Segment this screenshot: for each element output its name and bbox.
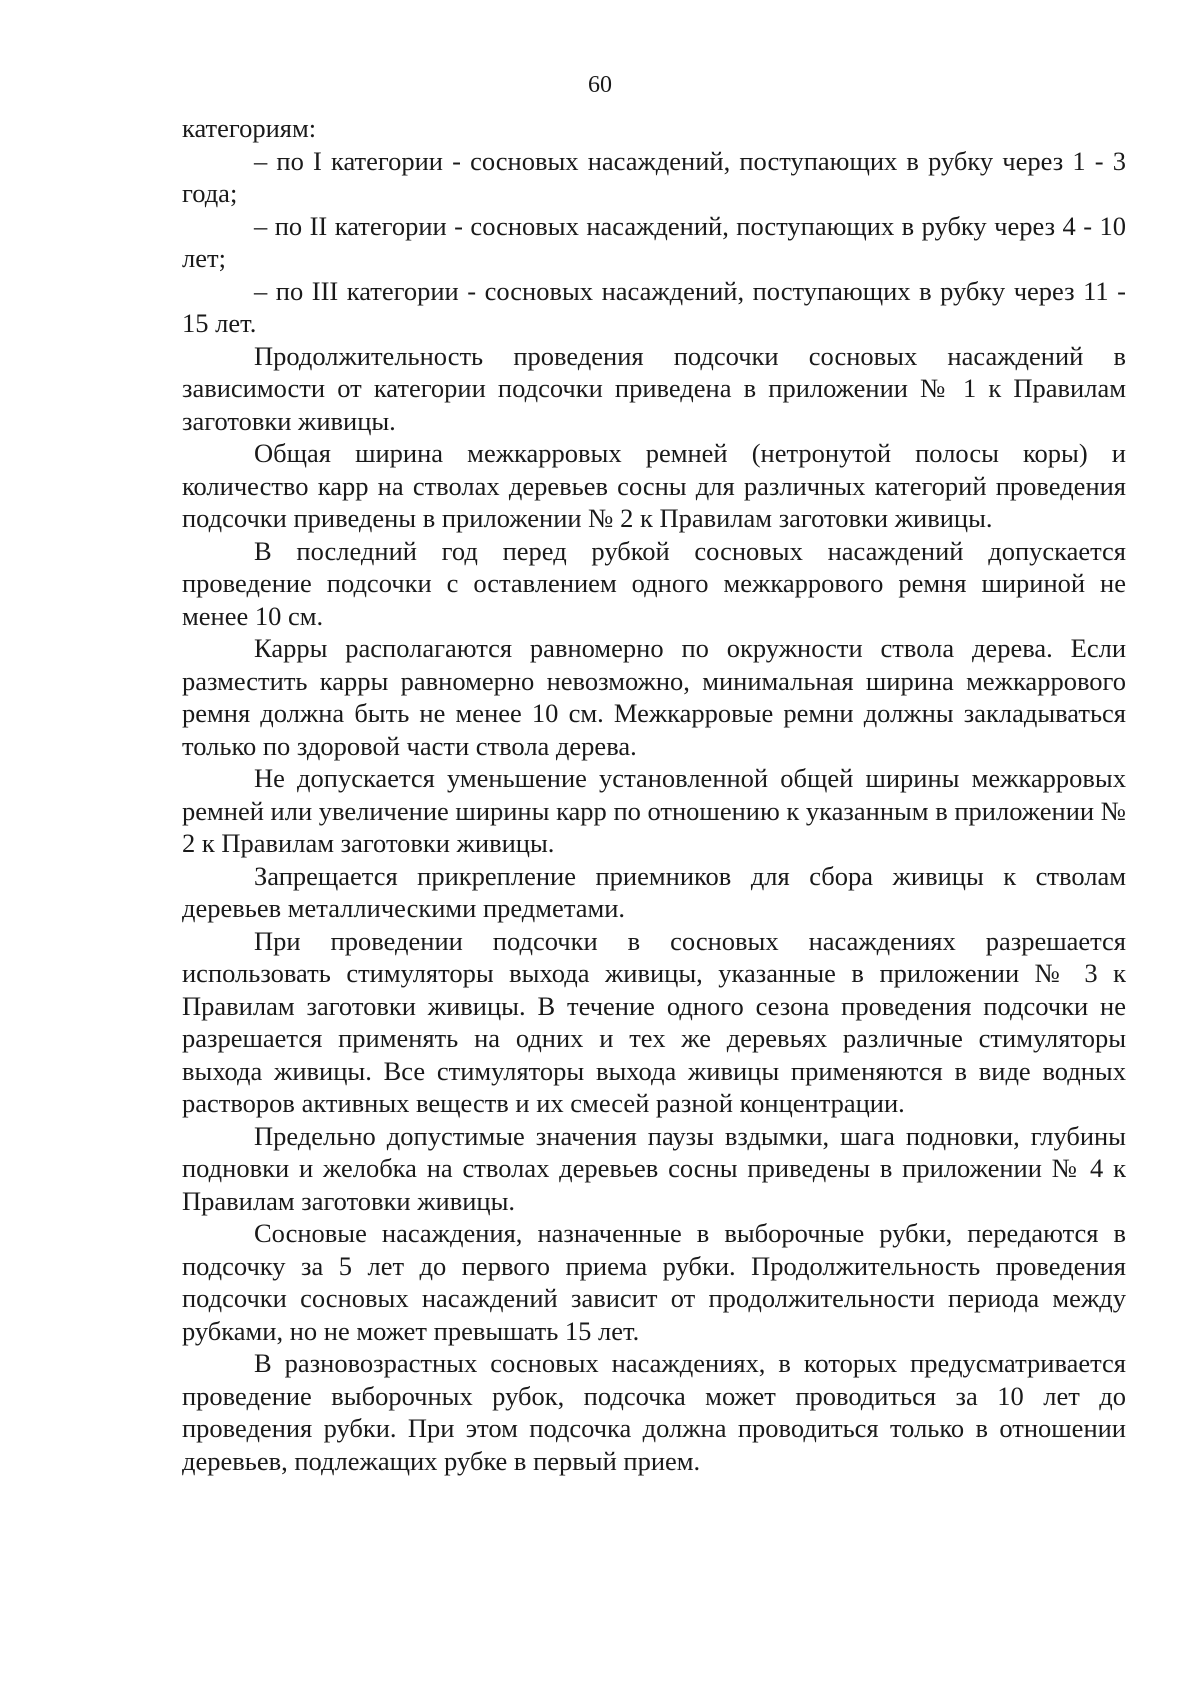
paragraph: Предельно допустимые значения паузы вздымки, шага подновки, глубины подновки и желобка на стволах деревьев сосны приведены в приложении № 4 к Правилам заготовки живицы. xyxy=(182,1120,1126,1216)
paragraph: Не допускается уменьшение установленной общей ширины межкарровых ремней или увеличение ширины карр по отношению к указанным в приложении № 2 к Правилам заготовки живицы. xyxy=(182,763,1126,858)
list-item: – по II категории - сосновых насаждений, поступающих в рубку через 4 - 10 лет; xyxy=(182,210,1126,273)
paragraph: Запрещается прикрепление приемников для сбора живицы к стволам деревьев металлическими предметами. xyxy=(182,860,1126,923)
paragraph: Продолжительность проведения подсочки сосновых насаждений в зависимости от категории подсочки приведена в приложении № 1 к Правилам заготовки живицы. xyxy=(182,340,1126,436)
paragraph: Сосновые насаждения, назначенные в выборочные рубки, передаются в подсочку за 5 лет до первого приема рубки. Продолжительность проведения подсочки сосновых насаждений зависит от продолжительности периода между рубками, но не может превышать 15 лет. xyxy=(182,1218,1126,1346)
list-item: – по I категории - сосновых насаждений, поступающих в рубку через 1 - 3 года; xyxy=(182,145,1126,208)
paragraph: Общая ширина межкарровых ремней (нетронутой полосы коры) и количество карр на стволах деревьев сосны для различных категорий проведения подсочки приведены в приложении № 2 к Правилам заготовки живицы. xyxy=(182,438,1126,533)
paragraph: При проведении подсочки в сосновых насаждениях разрешается использовать стимуляторы выхода живицы, указанные в приложении № 3 к Правилам заготовки живицы. В течение одного сезона проведения подсочки не разрешается применять на одних и тех же деревьях различные стимуляторы выхода живицы. Все стимуляторы выхода живицы применяются в виде водных растворов активных веществ и их смесей разной концентрации. xyxy=(182,925,1126,1118)
paragraph: Карры располагаются равномерно по окружности ствола дерева. Если разместить карры равномерно невозможно, минимальная ширина межкаррового ремня должна быть не менее 10 см. Межкарровые ремни должны закладываться только по здоровой части ствола дерева. xyxy=(182,633,1126,761)
paragraph: В последний год перед рубкой сосновых насаждений допускается проведение подсочки с оставлением одного межкаррового ремня шириной не менее 10 см. xyxy=(182,535,1126,631)
paragraph: В разновозрастных сосновых насаждениях, в которых предусматривается проведение выборочных рубок, подсочка может проводиться за 10 лет до проведения рубки. При этом подсочка должна проводиться только в отношении деревьев, подлежащих рубке в первый прием. xyxy=(182,1348,1126,1476)
paragraph: категориям: xyxy=(182,113,317,143)
document-body xyxy=(182,112,1126,1477)
list-item: – по III категории - сосновых насаждений, поступающих в рубку через 11 - 15 лет. xyxy=(182,275,1126,338)
page-number: 60 xyxy=(588,72,612,98)
